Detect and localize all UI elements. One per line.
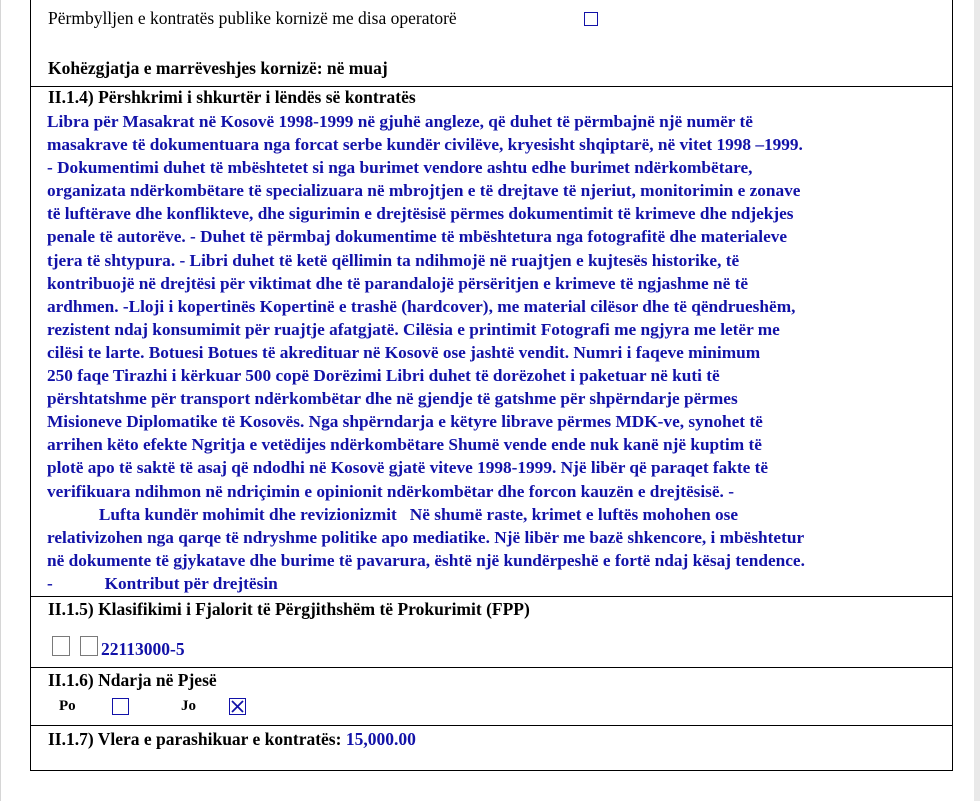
description-line: organizata ndërkombëtare të specializuara në mbrojtjen e të drejtave të njeriut, monitorimin e zonave [47, 181, 801, 201]
description-line: në dokumente të gjykatave dhe burime të pavarura, është një kundërpeshë e fortë ndaj kësaj tendence. [47, 550, 805, 570]
description-line: 250 faqe Tirazhi i kërkuar 500 copë Dorëzimi Libri duhet të dorëzohet i paketuar në kuti të [47, 366, 720, 386]
description-line: kontribuojë në drejtësi për viktimat dhe të parandalojë përsëritjen e krimeve të ngjashme në të [47, 273, 749, 293]
section-115-heading: II.1.5) Klasifikimi i Fjalorit të Përgjithshëm të Prokurimit (FPP) [48, 599, 530, 619]
estimated-value-amount: 15,000.00 [345, 729, 416, 749]
description-line: cilësi te larte. Botuesi Botues të akredituar në Kosovë ose jashtë vendit. Numri i faqeve minimum [47, 342, 761, 362]
divider-line [30, 667, 953, 668]
option-no-label: Jo [181, 698, 196, 714]
description-line: - Dokumentimi duhet të mbështetet si nga burimet vendore ashtu edhe burimet ndërkombëtare, [47, 158, 753, 178]
description-line: verifikuara ndihmon në ndriçimin e opinionit ndërkombëtar dhe forcon kauzën e drejtësisë. - [47, 481, 734, 501]
option-yes-checkbox[interactable] [112, 698, 129, 715]
description-line: masakrave të dokumentuara nga forcat serbe kundër civilëve, kryesisht shqiptarë, në vitet 1998 –1999. [47, 135, 803, 155]
estimated-value-row [48, 729, 416, 750]
description-line: plotë apo të saktë të asaj që ndodhi në Kosovë gjatë viteve 1998-1999. Një libër që paraqet fakte të [47, 458, 769, 478]
description-line: ardhmen. -Lloji i kopertinës Kopertinë e trashë (hardcover), me material cilësor dhe të qëndrueshëm, [47, 296, 796, 316]
divider-line [30, 725, 953, 726]
description-line: tjera të shtypura. - Libri duhet të ketë qëllimin ta ndihmojë në ruajtjen e kujtesës historike, të [47, 250, 740, 270]
section-114-heading: II.1.4) Përshkrimi i shkurtër i lëndës së kontratës [48, 87, 416, 107]
option-no-checkbox[interactable] [229, 698, 246, 715]
description-line: të luftërave dhe konflikteve, dhe sigurimin e drejtësisë përmes dokumentimit të krimeve dhe ndjekjes [47, 204, 794, 224]
contract-description [47, 110, 947, 595]
estimated-value-label: II.1.7) Vlera e parashikuar e kontratës: [48, 729, 342, 749]
cpv-code-value: 22113000-5 [101, 639, 185, 659]
description-line: rezistent ndaj konsumimit për ruajtje afatgjatë. Cilësia e printimit Fotografi me ngjyra me letër me [47, 319, 780, 339]
description-line: Lufta kundër mohimit dhe revizionizmit Në shumë raste, krimet e luftës mohohen ose [47, 504, 739, 524]
description-line: arrihen këto efekte Ngritja e vetëdijes ndërkombëtare Shumë vende ende nuk kanë një kuptim të [47, 435, 762, 455]
description-line: relativizohen nga qarqe të ndryshme politike apo mediatike. Një libër me bazë shkencore, i mbështetur [47, 527, 805, 547]
section-116-heading: II.1.6) Ndarja në Pjesë [48, 670, 217, 690]
description-line: përshtatshme për transport ndërkombëtar dhe në gjendje të gatshme për shpërndarje përmes [47, 389, 738, 409]
framework-duration-label: Kohëzgjatja e marrëveshjes kornizë: në muaj [48, 58, 388, 78]
framework-contract-checkbox[interactable] [584, 12, 598, 26]
cpv-prefix-box[interactable] [80, 636, 98, 656]
description-line: Misioneve Diplomatike të Kosovës. Nga shpërndarja e këtyre librave përmes MDK-ve, synohet të [47, 412, 763, 432]
cpv-prefix-box[interactable] [52, 636, 70, 656]
checked-x-icon [230, 699, 245, 714]
framework-contract-text: Përmbylljen e kontratës publike kornizë me disa operatorë [48, 8, 457, 28]
divider-line [30, 596, 953, 597]
description-line: penale të autorëve. - Duhet të përmbaj dokumentime të mbështetura nga fotografitë dhe materialeve [47, 227, 788, 247]
description-line: Libra për Masakrat në Kosovë 1998-1999 në gjuhë angleze, që duhet të përmbajnë një numër të [47, 112, 753, 131]
description-line: - Kontribut për drejtësin [47, 573, 278, 593]
option-yes-label: Po [59, 698, 76, 714]
